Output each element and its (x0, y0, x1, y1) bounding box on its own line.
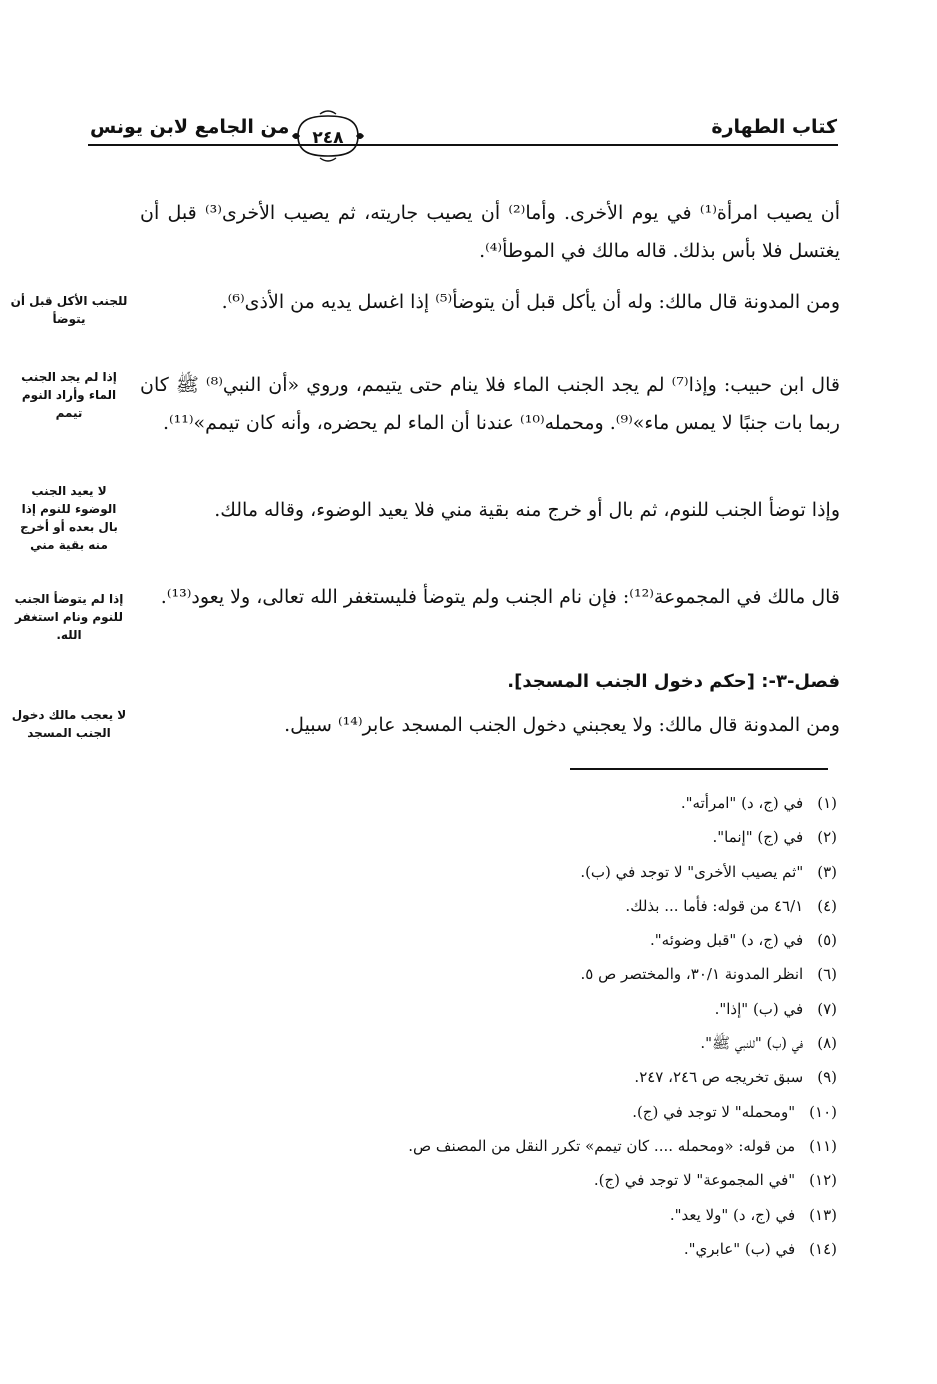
footnote-text: "في المجموعة" لا توجد في (ج). (593, 1171, 796, 1190)
footnotes (277, 786, 837, 1266)
footnote-text: في (ب) "عابري". (683, 1239, 796, 1258)
side-note: للجنب الأكل قبل أن يتوضأ (10, 294, 128, 326)
footnote-number: (٧) (817, 999, 837, 1018)
footnote (277, 786, 837, 820)
footnote-text: سبق تخريجه ص ٢٤٦، ٢٤٧. (634, 1068, 804, 1087)
footnote-number: (١٣) (809, 1205, 837, 1224)
footnote (277, 1163, 837, 1197)
footnote-text: في (ج) "إنما". (712, 828, 804, 847)
footnote (277, 923, 837, 957)
footnote-number: (٩) (817, 1068, 837, 1087)
footnote-text: في (ج، د) "امرأته". (680, 794, 804, 812)
footnote-number: (٤) (817, 896, 837, 915)
footnote (277, 992, 837, 1026)
footnote (277, 1095, 837, 1129)
header-rule (88, 144, 838, 146)
footnote-number: (٦) (817, 965, 837, 984)
footnote (277, 1060, 837, 1094)
side-note: لا يعيد الجنب الوضوء للنوم إذا بال بعده أو أخرج منه بقية مني (20, 484, 118, 552)
side-note: إذا لم يجد الجنب الماء وأراد النوم تيمم (21, 370, 117, 420)
footnote (277, 1198, 837, 1232)
footnote (277, 1026, 837, 1060)
footnote-number: (٥) (817, 931, 837, 950)
footnote-text: في (ج، د) "ولا يعد". (669, 1205, 796, 1224)
footnote-text: انظر المدونة ٣٠/١، والمختصر ص ٥. (580, 965, 804, 984)
footnote-number: (١١) (809, 1136, 837, 1155)
side-note: إذا لم يتوضأ الجنب للنوم ونام استغفر الله. (14, 592, 124, 642)
footnote (277, 1129, 837, 1163)
footnote-number: (٨) (817, 1034, 837, 1053)
footnote-number: (٢) (817, 828, 837, 847)
footnote-number: (١) (817, 794, 837, 812)
paragraph: وإذا توضأ الجنب للنوم، ثم بال أو خرج منه بقية مني فلا يعيد الوضوء، وقاله مالك. (214, 499, 840, 521)
footnote-text: من قوله: «ومحمله .... كان تيمم» تكرر النقل من المصنف ص. (408, 1136, 796, 1155)
footnote (277, 1232, 837, 1266)
footnote-text: في (ب) "للنبي ﷺ". (700, 1034, 804, 1053)
footnote-text: "ومحمله" لا توجد في (ج). (632, 1102, 796, 1121)
footnote-text: في (ب) "إذا". (714, 999, 804, 1018)
book-title: من الجامع لابن يونس (90, 116, 290, 138)
footnote (277, 957, 837, 991)
footnote-number: (١٢) (809, 1171, 837, 1190)
paragraph: قال مالك في المجموعة⁽¹²⁾: فإن نام الجنب ولم يتوضأ فليستغفر الله تعالى، ولا يعود⁽¹³⁾. (160, 586, 840, 608)
paragraph: قال ابن حبيب: وإذا⁽⁷⁾ لم يجد الجنب الماء فلا ينام حتى يتيمم، وروي «أن النبي⁽⁸⁾ ﷺ كان ربما بات جنبًا لا يمس ماء»⁽⁹⁾. ومحمله⁽¹⁰⁾ عندنا أن الماء لم يحضره، وأنه كان تيمم»⁽¹¹⁾. (140, 374, 840, 434)
paragraph: أن يصيب امرأة⁽¹⁾ في يوم الأخرى. وأما⁽²⁾ أن يصيب جاريته، ثم يصيب الأخرى⁽³⁾ قبل أن يغتسل فلا بأس بذلك. قاله مالك في الموطأ⁽⁴⁾. (140, 202, 841, 262)
footnote (277, 889, 837, 923)
footnote-text: "ثم يصيب الأخرى" لا توجد في (ب). (580, 862, 804, 881)
footnote (277, 820, 837, 854)
chapter-title: كتاب الطهارة (711, 116, 837, 138)
section-heading: فصل-٣-: [حكم دخول الجنب المسجد]. (507, 671, 840, 692)
footnote (277, 855, 837, 889)
footnote-text: في (ج، د) "قبل وضوئه". (649, 931, 804, 950)
footnote-number: (١٤) (809, 1239, 837, 1258)
footnote-text: ٤٦/١ من قوله: فأما ... بذلك. (625, 896, 804, 915)
footnote-separator (570, 768, 828, 770)
footnote-number: (١٠) (809, 1102, 837, 1121)
page-number: ٢٤٨ (312, 128, 344, 148)
side-note: لا يعجب مالك دخول الجنب المسجد (11, 708, 127, 740)
paragraph: ومن المدونة قال مالك: ولا يعجبني دخول الجنب المسجد عابر⁽¹⁴⁾ سبيل. (284, 714, 840, 736)
paragraph: ومن المدونة قال مالك: وله أن يأكل قبل أن يتوضأ⁽⁵⁾ إذا اغسل يديه من الأذى⁽⁶⁾. (221, 291, 840, 313)
footnote-number: (٣) (817, 862, 837, 881)
